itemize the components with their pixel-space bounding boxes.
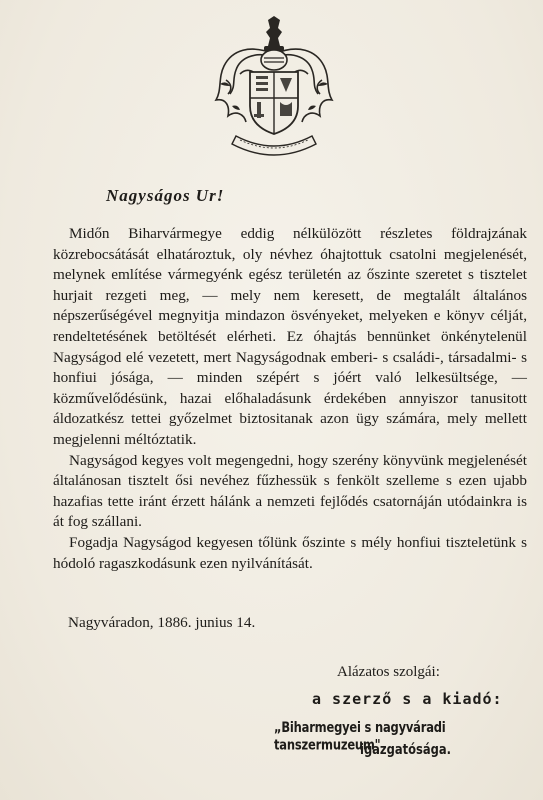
signature-director: igazgatósága.	[360, 740, 451, 758]
paragraph-3: Fogadja Nagyságod kegyesen tőlünk őszinte s mély honfiui tiszteletünk s hódoló ragaszkodásunk ezen nyilvánítását.	[53, 533, 527, 572]
signature-museum: „Biharmegyei s nagyváradi tanszermuzeum"	[274, 718, 446, 753]
coat-of-arms-icon	[210, 14, 338, 162]
paragraph-2: Nagyságod kegyes volt megengedni, hogy szerény könyvünk megjelenését általánosan tisztelt ősi nevéhez fűzhessük s fenkölt szelleme s ezen ujabb hazafias tette iránt érzett hálánk a nemzeti fejlődés csatornáján utódainkra is át fog szállani.	[53, 451, 527, 531]
signature-author: a szerző s a kiadó:	[312, 690, 503, 708]
paragraph-1: Midőn Biharvármegye eddig nélkülözött részletes földrajzának közrebocsátását elhatároztuk, oly névhez óhajtottuk csatolni megjelenését, melynek említése vármegyénk egész területén az őszinte szeretet s tisztelet hurjait rezgeti meg, — mely nem keresett, de megtalált általános népszerűségével megnyitja mindazon ösvényeket, melyeken e könyv célját, rendeltetésének betöltését elérheti. Ez óhajtás bennünket önkénytelenül Nagyságod elé vezetett, mert Nagyságodnak emberi- s családi-, társadalmi- s honfiui jósága, — minden szépért s jóért való lelkesültsége, — közművelődésünk, hazai előhaladásunk érdekében annyiszor tanusitott áldozatkész tettei győzelmet biztositanak azon ügy számára, mely mellett megjelenni méltóztatik.	[53, 225, 527, 448]
signature-intro: Alázatos szolgái:	[337, 664, 440, 680]
dateline: Nagyváradon, 1886. junius 14.	[68, 614, 256, 631]
letter-body	[53, 224, 527, 574]
salutation: Nagyságos Ur!	[106, 186, 225, 205]
